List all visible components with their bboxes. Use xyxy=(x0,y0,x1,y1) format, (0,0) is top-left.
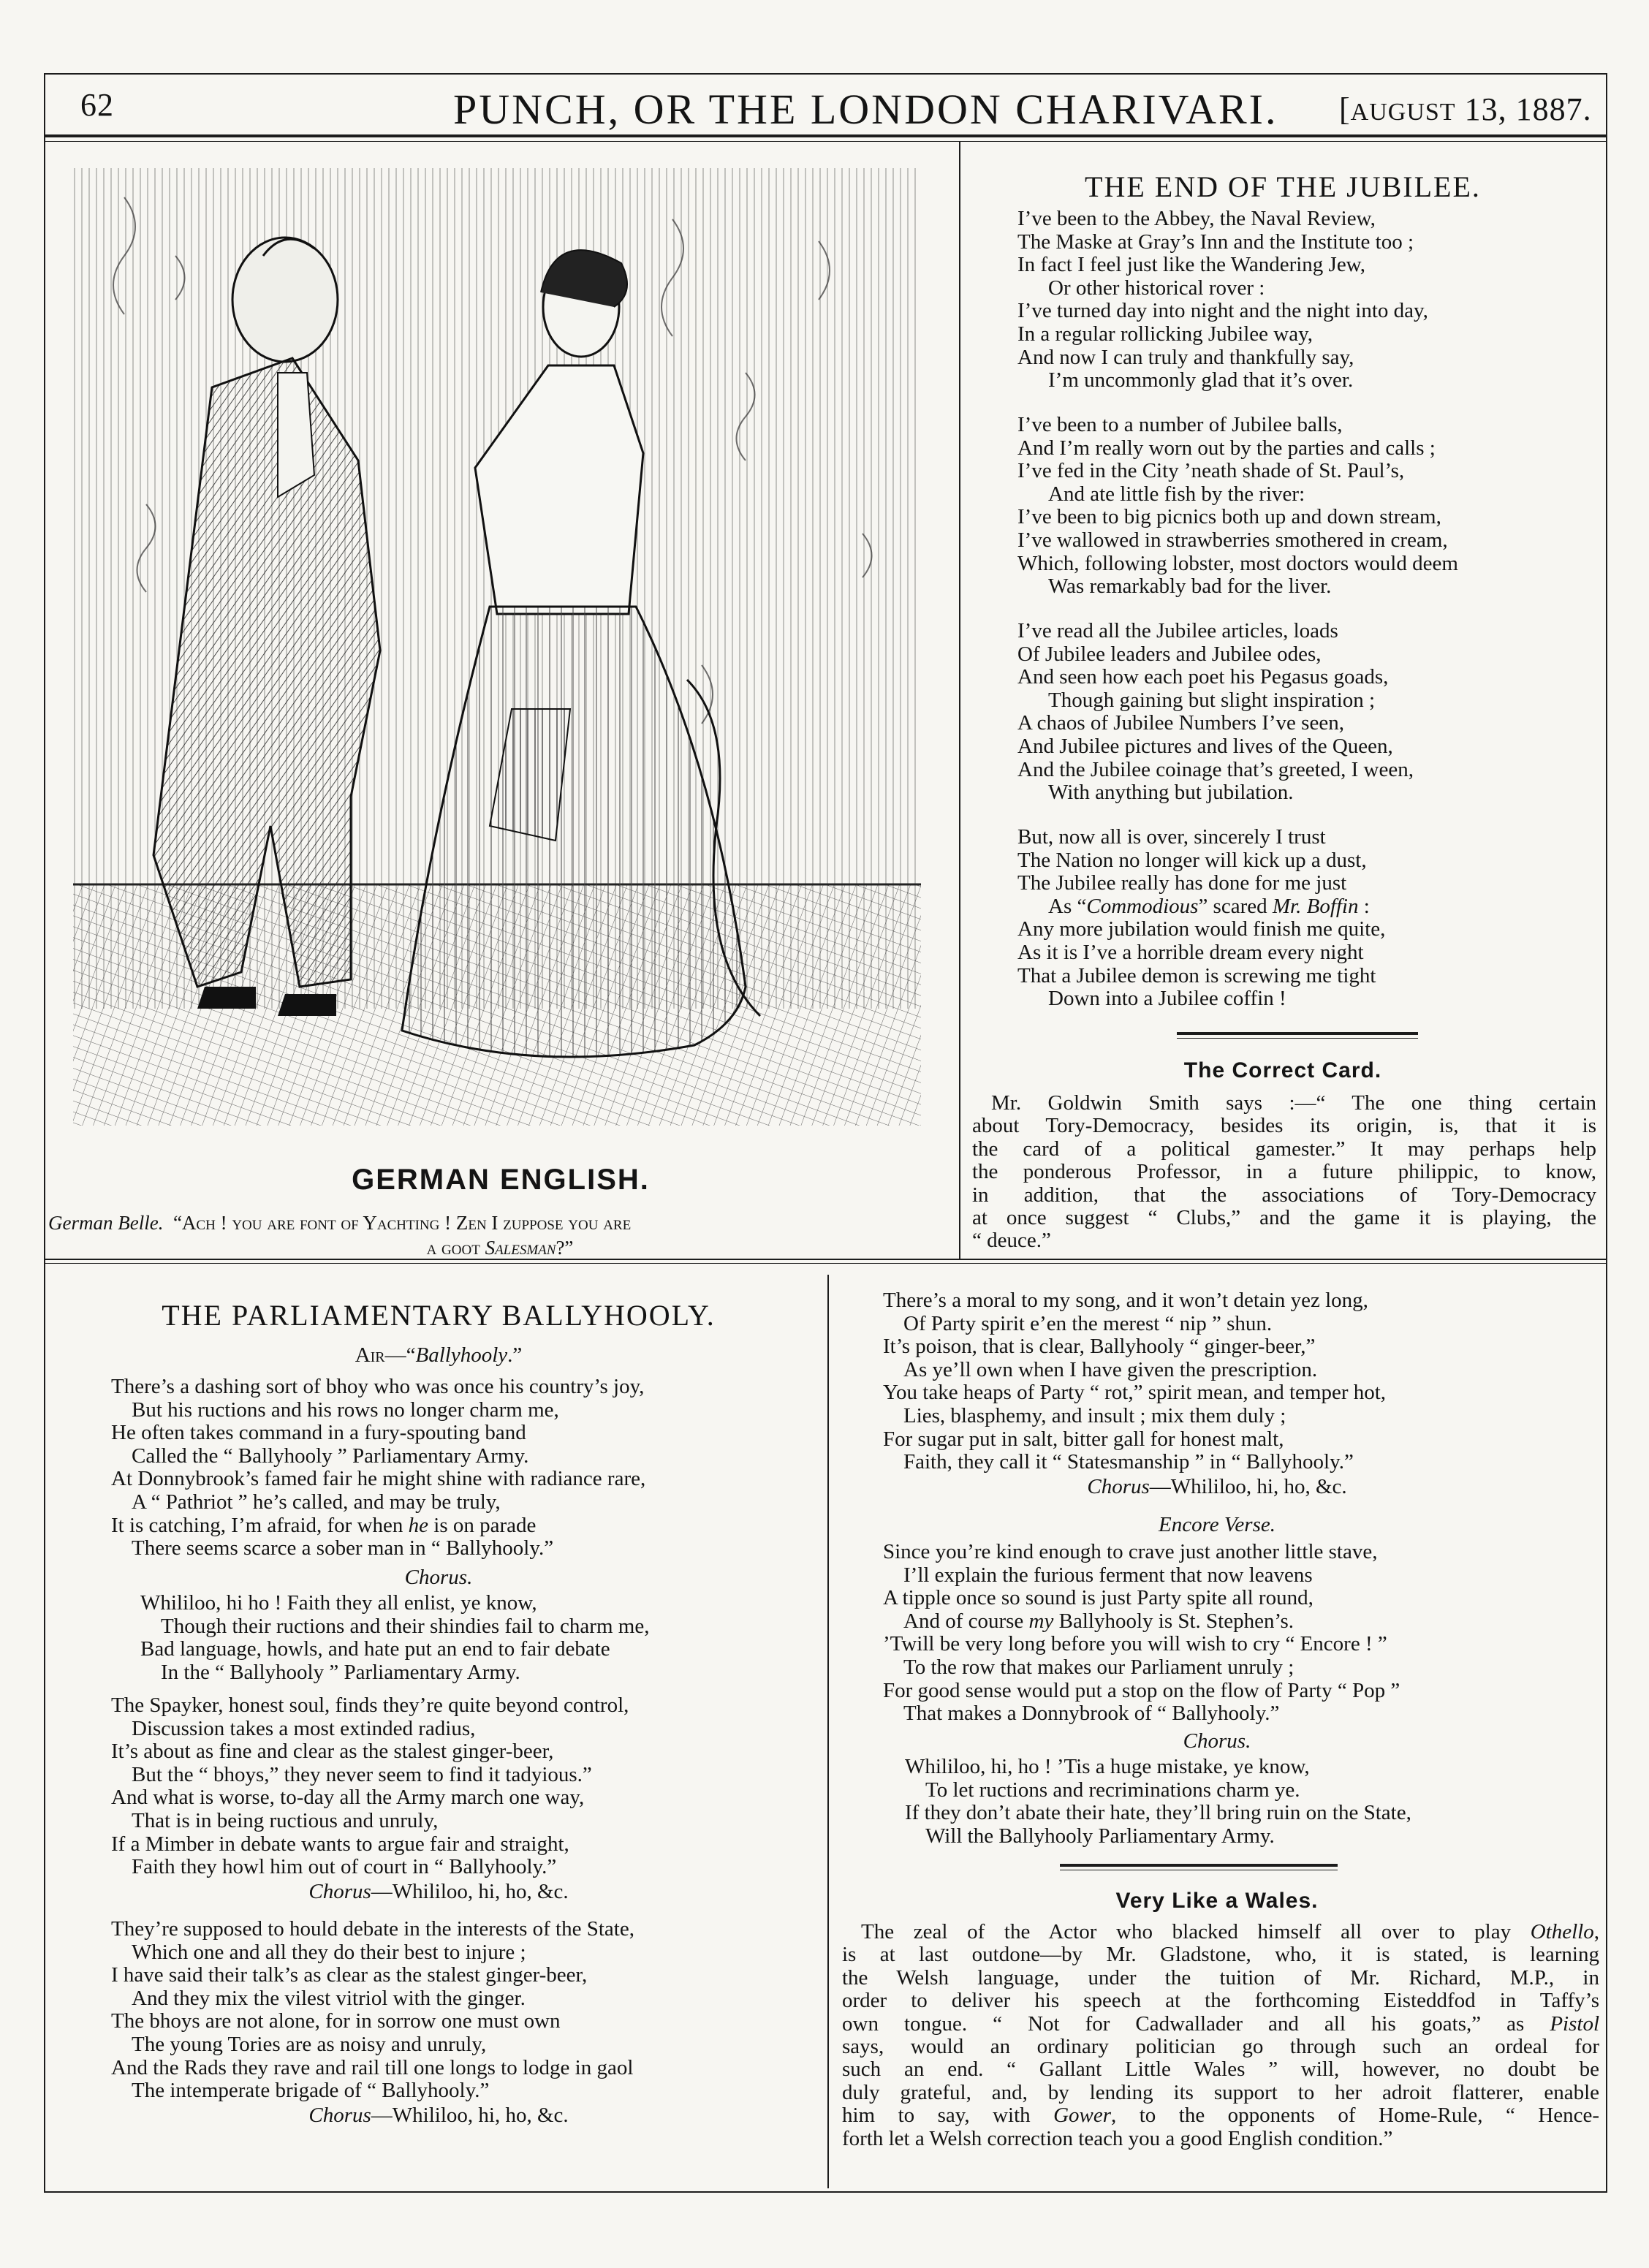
verse-line: Was remarkably bad for the liver. xyxy=(1048,574,1332,599)
italic-run: Pistol xyxy=(1550,2011,1599,2036)
italic-run: he xyxy=(408,1513,429,1537)
verse-line: In fact I feel just like the Wandering Jew, xyxy=(1017,253,1365,277)
verse-line: A “ Pathriot ” he’s called, and may be truly, xyxy=(132,1490,501,1514)
prose-line: says, would an ordinary politician go through such an ordeal for xyxy=(842,2035,1599,2059)
text-run: , to the opponents of Home-Rule, “ Hence- xyxy=(1111,2104,1599,2128)
prose-line: the ponderous Professor, in a future philippic, to know, xyxy=(972,1160,1596,1184)
verse-line: But his ructions and his rows no longer charm me, xyxy=(132,1397,559,1422)
verse-line: I’m uncommonly glad that it’s over. xyxy=(1048,368,1354,392)
verse-line: And they mix the vilest vitriol with the ginger. xyxy=(132,1986,526,2010)
verse-line xyxy=(1017,895,1385,919)
verse-line: Though gaining but slight inspiration ; xyxy=(1048,688,1376,712)
italic-run: Encore Verse. xyxy=(1159,1513,1275,1536)
header-rule xyxy=(44,134,1607,137)
date-rest: 13, 1887. xyxy=(1455,91,1592,127)
prose-line: “ deuce.” xyxy=(972,1229,1051,1253)
header-rule-thin xyxy=(44,141,1607,142)
cartoon-illustration xyxy=(44,153,950,1155)
cartoon-title: GERMAN ENGLISH. xyxy=(352,1164,650,1196)
italic-run: Othello xyxy=(1530,1920,1594,1943)
prose-line: Mr. Goldwin Smith says :—“ The one thing certain xyxy=(991,1091,1596,1115)
text-run: : xyxy=(1358,894,1370,918)
outer-bottom-rule xyxy=(44,2191,1607,2193)
text-run: is on parade xyxy=(428,1513,537,1537)
prose-line: the Welsh language, under the tuition of Mr. Richard, M.P., in xyxy=(842,1965,1599,1990)
lower-column-rule xyxy=(827,1275,829,2188)
italic-run: Chorus xyxy=(1087,1475,1150,1498)
verse-line: And now I can truly and thankfully say, xyxy=(1017,345,1354,369)
caption-line-2b: Salesman xyxy=(485,1237,556,1259)
prose-line: the card of a political gamester.” It may perhaps help xyxy=(972,1137,1596,1161)
chorus-label-2 xyxy=(833,1729,1601,1753)
text-run: —Whililoo, hi, ho, &c. xyxy=(371,2104,569,2127)
ballyhooly-title: THE PARLIAMENTARY BALLYHOOLY. xyxy=(162,1299,716,1332)
verse-line: The young Tories are as noisy and unruly, xyxy=(132,2032,487,2056)
text-run: It is catching, I’m afraid, for when xyxy=(111,1513,409,1537)
verse-line: I’ve fed in the City ’neath shade of St. Paul’s, xyxy=(1017,459,1405,483)
verse-line: And what is worse, to-day all the Army march one way, xyxy=(111,1786,585,1810)
verse-line: Or other historical rover : xyxy=(1048,276,1265,300)
ballyhooly-stanza-3 xyxy=(111,1918,634,2103)
date-month: AUGUST xyxy=(1350,99,1456,126)
verse-line: I’ve been to a number of Jubilee balls, xyxy=(1017,413,1343,436)
verse-line: A tipple once so sound is just Party spite all round, xyxy=(883,1586,1313,1610)
verse-line: It’s about as fine and clear as the stalest ginger-beer, xyxy=(111,1740,554,1764)
verse-line: Bad language, howls, and hate put an end to fair debate xyxy=(140,1637,610,1661)
section-divider-thin xyxy=(1177,1038,1418,1039)
verse-line: Faith they howl him out of court in “ Ballyhooly.” xyxy=(132,1855,557,1879)
prose-line: such an end. “ Gallant Little Wales ” will, however, no doubt be xyxy=(842,2057,1599,2082)
verse-line: I’ve turned day into night and the night into day, xyxy=(1017,299,1428,323)
verse-line: And I’m really worn out by the parties and calls ; xyxy=(1017,436,1436,460)
text-run: .” xyxy=(507,1343,523,1367)
outer-right-rule xyxy=(1606,73,1607,2193)
text-run: ” scared xyxy=(1198,894,1273,918)
italic-run: Ballyhooly xyxy=(415,1343,508,1367)
text-run: own tongue. “ Not for Cadwallader and all his goats,” as xyxy=(842,2011,1550,2036)
verse-line: The Spayker, honest soul, finds they’re quite beyond control, xyxy=(111,1694,629,1717)
verse-line: Which, following lobster, most doctors would deem xyxy=(1017,551,1458,575)
verse-line: There’s a moral to my song, and it won’t detain yez long, xyxy=(883,1289,1368,1312)
verse-line: Down into a Jubilee coffin ! xyxy=(1048,987,1286,1011)
prose-line xyxy=(842,1921,1599,1943)
verse-line: Whililoo, hi ho ! Faith they all enlist, ye know, xyxy=(140,1591,537,1615)
verse-line: It’s poison, that is clear, Ballyhooly “ ginger-beer,” xyxy=(883,1335,1316,1359)
prose-line xyxy=(842,2104,1599,2127)
verse-line: ’Twill be very long before you will wish to cry “ Encore ! ” xyxy=(883,1632,1387,1656)
verse-line: And ate little fish by the river: xyxy=(1048,482,1305,506)
issue-date xyxy=(1339,91,1592,128)
prose-line: is at last outdone—by Mr. Gladstone, who, it is stated, is learning xyxy=(842,1943,1599,1967)
verse-line: A chaos of Jubilee Numbers I’ve seen, xyxy=(1017,711,1344,735)
page-number: 62 xyxy=(80,87,114,123)
verse-line: To let ructions and recriminations charm ye. xyxy=(925,1778,1300,1802)
italic-run: Commodious xyxy=(1086,894,1199,918)
verse-line: At Donnybrook’s famed fair he might shine with radiance rare, xyxy=(111,1467,646,1491)
jubilee-stanza-2 xyxy=(1017,414,1458,599)
italic-run: Chorus. xyxy=(404,1566,473,1589)
correct-card-title: The Correct Card. xyxy=(1183,1058,1382,1082)
prose-line: duly grateful, and, by lending its support to her adroit flatterer, enable xyxy=(842,2080,1599,2104)
verse-line: Discussion takes a most extinded radius, xyxy=(132,1716,476,1740)
verse-line: You take heaps of Party “ rot,” spirit mean, and temper hot, xyxy=(883,1381,1387,1405)
text-run: —Whililoo, hi, ho, &c. xyxy=(371,1880,569,1903)
verse-line: For good sense would put a stop on the flow of Party “ Pop ” xyxy=(883,1678,1400,1702)
upper-column-rule xyxy=(959,142,960,1260)
ballyhooly-stanza-1 xyxy=(111,1376,645,1560)
italic-run: Chorus xyxy=(308,2104,371,2127)
verse-line xyxy=(111,1514,645,1538)
text-run: —Whililoo, hi, ho, &c. xyxy=(1149,1475,1347,1498)
verse-line: That is in being ructious and unruly, xyxy=(132,1808,439,1832)
chorus-short-3 xyxy=(833,1475,1601,1499)
verse-line: And the Jubilee coinage that’s greeted, I ween, xyxy=(1017,757,1414,781)
verse-line: To the row that makes our Parliament unruly ; xyxy=(903,1655,1294,1679)
verse-line: In a regular rollicking Jubilee way, xyxy=(1017,322,1313,346)
verse-line: But, now all is over, sincerely I trust xyxy=(1017,825,1326,849)
verse-line: For sugar put in salt, bitter gall for honest malt, xyxy=(883,1427,1284,1451)
prose-line: at once suggest “ Clubs,” and the game it is playing, the xyxy=(972,1206,1596,1230)
verse-line: If a Mimber in debate wants to argue fair and straight, xyxy=(111,1832,569,1856)
verse-line: In the “ Ballyhooly ” Parliamentary Army. xyxy=(161,1660,520,1684)
mid-rule-thin xyxy=(44,1263,1607,1264)
verse-line: The Nation no longer will kick up a dust, xyxy=(1017,848,1367,872)
section-divider-2 xyxy=(1060,1864,1338,1867)
wales-title: Very Like a Wales. xyxy=(1115,1889,1319,1913)
caption-speaker: German Belle. xyxy=(48,1212,164,1234)
verse-line: Since you’re kind enough to crave just another little stave, xyxy=(883,1540,1378,1563)
jubilee-stanza-4 xyxy=(1017,826,1385,1011)
prose-line: in addition, that the associations of Tory-Democracy xyxy=(972,1183,1596,1207)
verse-line: I’ll explain the furious ferment that now leavens xyxy=(903,1563,1313,1587)
text-run: The zeal of the Actor who blacked himself all over to play xyxy=(861,1920,1531,1943)
verse-line: Which one and all they do their best to injure ; xyxy=(132,1940,526,1964)
verse-line: Will the Ballyhooly Parliamentary Army. xyxy=(925,1824,1275,1848)
verse-line: He often takes command in a fury-spouting band xyxy=(111,1421,526,1445)
verse-line: Of Party spirit e’en the merest “ nip ” shun. xyxy=(903,1311,1273,1335)
jubilee-title: THE END OF THE JUBILEE. xyxy=(1085,170,1481,203)
verse-line: I have said their talk’s as clear as the stalest ginger-beer, xyxy=(111,1963,588,1987)
text-run: As “ xyxy=(1048,894,1087,918)
verse-line: That a Jubilee demon is screwing me tight xyxy=(1017,963,1376,987)
verse-line: The intemperate brigade of “ Ballyhooly.” xyxy=(132,2079,490,2103)
text-run: Ballyhooly is St. Stephen’s. xyxy=(1053,1609,1294,1633)
verse-line: I’ve wallowed in strawberries smothered in cream, xyxy=(1017,528,1448,552)
jubilee-stanza-3 xyxy=(1017,620,1414,805)
verse-line: They’re supposed to hould debate in the interests of the State, xyxy=(111,1917,634,1941)
correct-card-text xyxy=(972,1092,1596,1253)
verse-line: Though their ructions and their shindies fail to charm me, xyxy=(161,1614,650,1638)
prose-line: about Tory-Democracy, besides its origin, is, that it is xyxy=(972,1114,1596,1138)
verse-line: Of Jubilee leaders and Jubilee odes, xyxy=(1017,642,1322,666)
jubilee-stanza-1 xyxy=(1017,208,1428,392)
chorus-short-1 xyxy=(51,1880,826,1904)
cartoon-caption xyxy=(48,1210,952,1260)
caption-line-1: “Ach ! you are font of Yachting ! Zen I zuppose you are xyxy=(173,1212,632,1234)
verse-line: Faith, they call it “ Statesmanship ” in “ Ballyhooly.” xyxy=(903,1450,1354,1474)
text-run: Air—“ xyxy=(355,1343,416,1367)
verse-line: Whililoo, hi, ho ! ’Tis a huge mistake, ye know, xyxy=(905,1755,1310,1778)
text-run: And of course xyxy=(903,1609,1029,1633)
verse-line: I’ve been to big picnics both up and down stream, xyxy=(1017,505,1441,529)
verse-line xyxy=(883,1610,1400,1634)
verse-line: The Maske at Gray’s Inn and the Institute too ; xyxy=(1017,230,1414,254)
verse-line: I’ve been to the Abbey, the Naval Review, xyxy=(1017,207,1376,230)
italic-run: my xyxy=(1028,1609,1054,1633)
chorus-label xyxy=(51,1566,826,1590)
text-run: him to say, with xyxy=(842,2104,1054,2128)
date-bracket: [ xyxy=(1339,91,1351,127)
verse-line: As it is I’ve a horrible dream every night xyxy=(1017,940,1364,964)
ballyhooly-stanza-4 xyxy=(883,1289,1386,1474)
encore-verse xyxy=(883,1541,1400,1726)
verse-line: That makes a Donnybrook of “ Ballyhooly.” xyxy=(903,1702,1280,1726)
ballyhooly-air xyxy=(51,1343,826,1368)
italic-run: Chorus xyxy=(308,1880,371,1903)
caption-line-2a: a goot xyxy=(426,1237,485,1259)
caption-line-2c: ?” xyxy=(556,1237,574,1259)
verse-line: There seems scarce a sober man in “ Ballyhooly.” xyxy=(132,1536,554,1560)
verse-line: Called the “ Ballyhooly ” Parliamentary Army. xyxy=(132,1444,529,1468)
wales-text xyxy=(842,1921,1599,2150)
masthead-title: PUNCH, OR THE LONDON CHARIVARI. xyxy=(453,86,1278,133)
prose-line xyxy=(842,2013,1599,2036)
italic-run: Chorus. xyxy=(1183,1729,1251,1753)
prose-line: forth let a Welsh correction teach you a good English condition.” xyxy=(842,2126,1393,2150)
italic-run: Mr. Boffin xyxy=(1272,894,1359,918)
verse-line: As ye’ll own when I have given the prescription. xyxy=(903,1357,1318,1381)
verse-line: With anything but jubilation. xyxy=(1048,781,1294,805)
verse-line: The Jubilee really has done for me just xyxy=(1017,871,1347,895)
section-divider xyxy=(1177,1032,1418,1035)
verse-line: Lies, blasphemy, and insult ; mix them duly ; xyxy=(903,1403,1286,1427)
chorus-short-2 xyxy=(51,2104,826,2128)
verse-line: The bhoys are not alone, for in sorrow one must own xyxy=(111,2009,561,2033)
italic-run: Gower xyxy=(1053,2104,1112,2128)
verse-line: I’ve read all the Jubilee articles, loads xyxy=(1017,619,1338,642)
verse-line: There’s a dashing sort of bhoy who was once his country’s joy, xyxy=(111,1375,645,1398)
prose-line: order to deliver his speech at the forthcoming Eisteddfod in Taffy’s xyxy=(842,1989,1599,2013)
ballyhooly-chorus xyxy=(140,1592,649,1684)
encore-label xyxy=(833,1513,1601,1537)
ballyhooly-chorus-2 xyxy=(905,1756,1411,1848)
verse-line: If they don’t abate their hate, they’ll bring ruin on the State, xyxy=(905,1801,1411,1825)
verse-line: And seen how each poet his Pegasus goads, xyxy=(1017,665,1389,689)
ballyhooly-stanza-2 xyxy=(111,1694,629,1879)
text-run: , xyxy=(1593,1920,1599,1943)
verse-line: But the “ bhoys,” they never seem to find it tadyious.” xyxy=(132,1762,592,1786)
outer-top-rule xyxy=(44,73,1607,75)
verse-line: And the Rads they rave and rail till one longs to lodge in gaol xyxy=(111,2055,634,2079)
verse-line: Any more jubilation would finish me quite, xyxy=(1017,917,1386,941)
verse-line: And Jubilee pictures and lives of the Queen, xyxy=(1017,734,1393,758)
